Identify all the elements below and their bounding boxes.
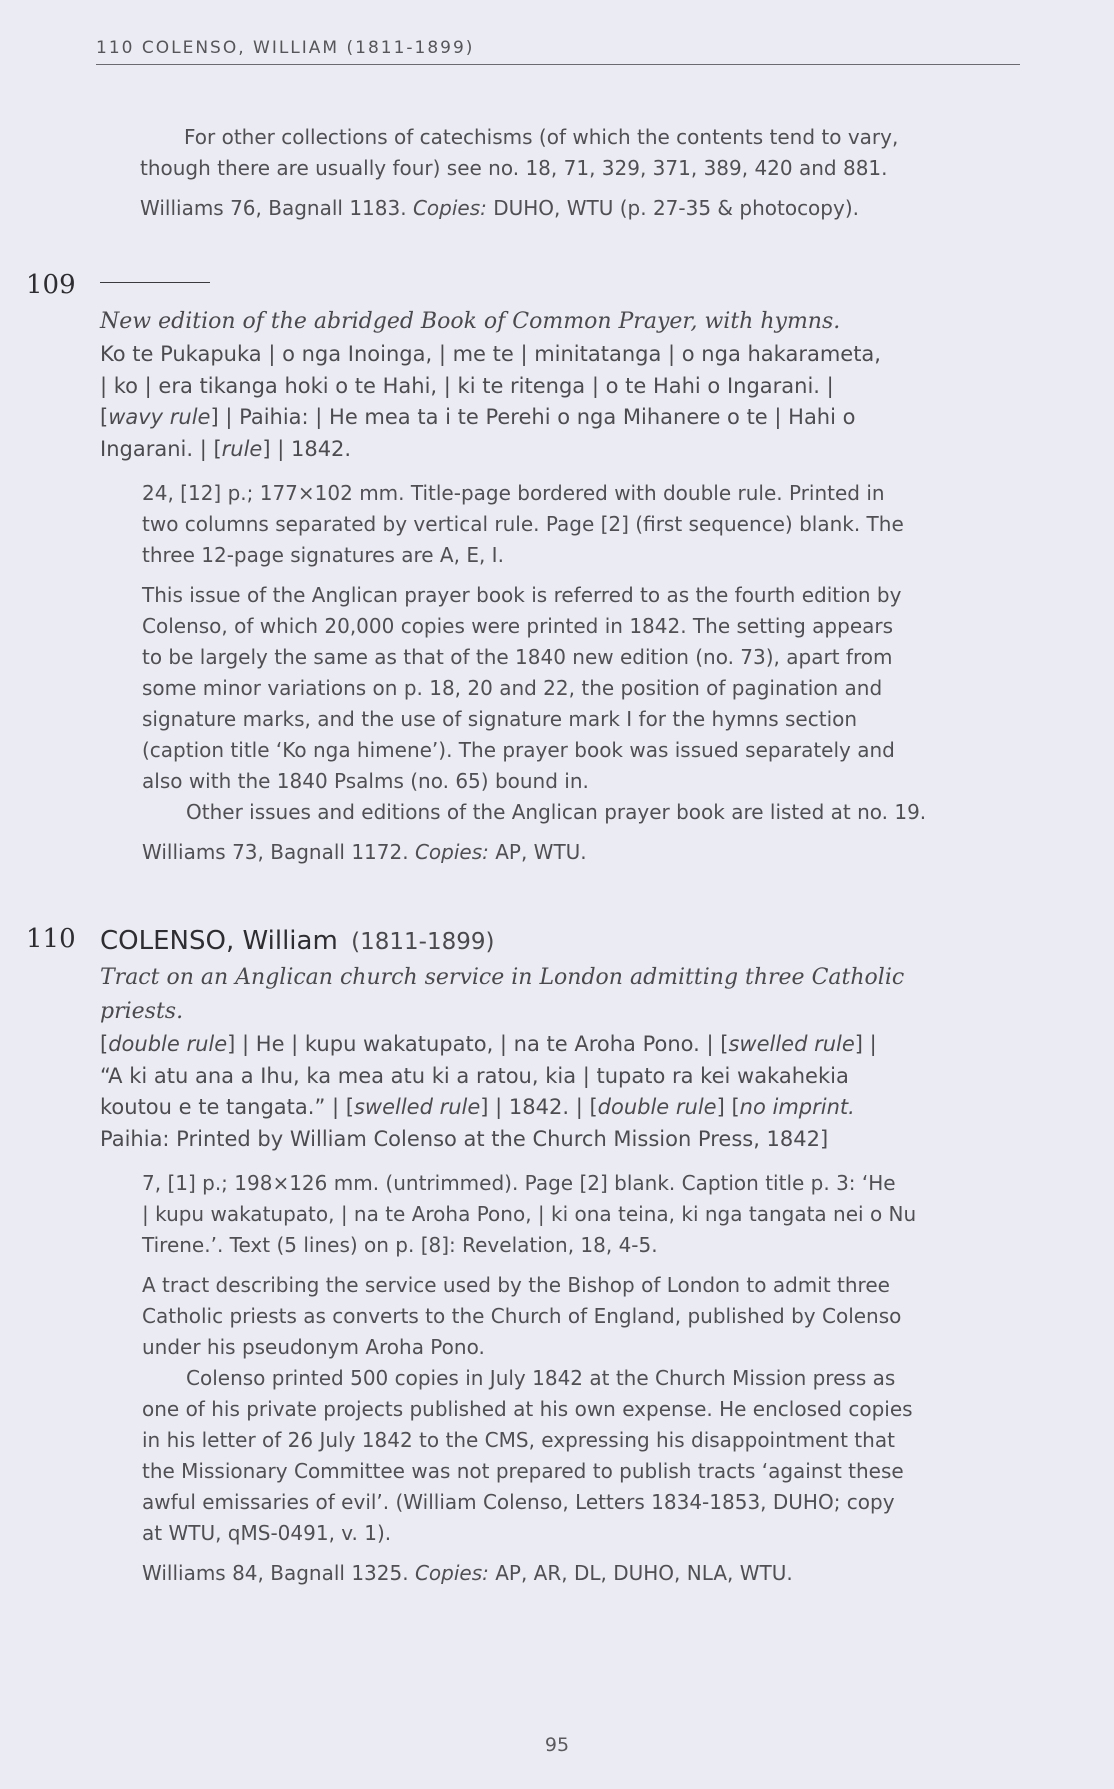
entry-110 [0,922,1114,1589]
collation: three 12-page signatures are A, E, I. [142,543,504,567]
title-page-transcription: Paihia: Printed by William Colenso at the Church Mission Press, 1842] [100,1126,829,1151]
author-dash [100,282,210,283]
title-page-transcription: | ko | era tikanga hoki o te Hahi, | ki te ritenga | o te Hahi o Ingarani. | [100,373,834,398]
title-page-transcription: Ingarani. | [rule] | 1842. [100,436,352,461]
references: Williams 73, Bagnall 1172. Copies: AP, WTU. [142,840,587,864]
entry-heading [100,922,1114,961]
prev-entry-notes [0,122,1114,224]
running-head: 110 COLENSO, WILLIAM (1811-1899) [96,38,1020,65]
collation: two columns separated by vertical rule. Page [2] (first sequence) blank. The [142,512,904,536]
references: Williams 84, Bagnall 1325. Copies: AP, AR, DL, DUHO, NLA, WTU. [142,1561,793,1585]
note-line: Other issues and editions of the Anglican prayer book are listed at no. 19. [186,800,927,824]
note-line: under his pseudonym Aroha Pono. [142,1335,485,1359]
note-line: some minor variations on p. 18, 20 and 22, the position of pagination and [142,676,883,700]
collation: 7, [1] p.; 198×126 mm. (untrimmed). Page [2] blank. Caption title p. 3: ‘He [142,1171,896,1195]
note-line: though there are usually four) see no. 18, 71, 329, 371, 389, 420 and 881. [140,156,888,180]
title-page-transcription: “A ki atu ana a Ihu, ka mea atu ki a ratou, kia | tupato ra kei wakahekia [100,1063,849,1088]
collation: Tirene.’. Text (5 lines) on p. [8]: Revelation, 18, 4-5. [142,1233,658,1257]
note-line: For other collections of catechisms (of which the contents tend to vary, [184,125,899,149]
note-line: to be largely the same as that of the 1840 new edition (no. 73), apart from [142,645,893,669]
author-dates: (1811-1899) [351,929,495,955]
note-line: A tract describing the service used by the Bishop of London to admit three [142,1273,890,1297]
page-number: 95 [544,1734,570,1756]
note-line: in his letter of 26 July 1842 to the CMS, expressing his disappointment that [142,1428,895,1452]
note-line: (caption title ‘Ko nga himene’). The prayer book was issued separately and [142,738,895,762]
title-page-transcription: Ko te Pukapuka | o nga Inoinga, | me te | minitatanga | o nga hakarameta, [100,342,881,366]
author-name: COLENSO, William [100,926,338,956]
entry-109 [0,272,1114,868]
entry-title: priests. [100,999,184,1024]
entry-title: Tract on an Anglican church service in London admitting three Catholic [100,965,905,990]
entry-number: 109 [26,270,76,300]
entry-title: New edition of the abridged Book of Common Prayer, with hymns. [100,309,841,334]
entry-number: 110 [26,924,76,954]
title-page-transcription: [double rule] | He | kupu wakatupato, | na te Aroha Pono. | [swelled rule] | [100,1032,877,1056]
note-line: Catholic priests as converts to the Church of England, published by Colenso [142,1304,902,1328]
note-line: signature marks, and the use of signature mark I for the hymns section [142,707,858,731]
note-line: at WTU, qMS-0491, v. 1). [142,1521,392,1545]
note-line: This issue of the Anglican prayer book is referred to as the fourth edition by [142,583,902,607]
note-line: also with the 1840 Psalms (no. 65) bound in. [142,769,589,793]
title-page-transcription: koutou e te tangata.” | [swelled rule] | 1842. | [double rule] [no imprint. [100,1095,855,1119]
references: Williams 76, Bagnall 1183. Copies: DUHO, WTU (p. 27-35 & photocopy). [140,196,859,220]
note-line: Colenso printed 500 copies in July 1842 at the Church Mission press as [186,1366,896,1390]
note-line: awful emissaries of evil’. (William Colenso, Letters 1834-1853, DUHO; copy [142,1490,895,1514]
note-line: Colenso, of which 20,000 copies were printed in 1842. The setting appears [142,614,894,638]
collation: 24, [12] p.; 177×102 mm. Title-page bordered with double rule. Printed in [142,481,885,505]
title-page-transcription: [wavy rule] | Paihia: | He mea ta i te Perehi o nga Mihanere o te | Hahi o [100,405,856,429]
note-line: one of his private projects published at his own expense. He enclosed copies [142,1397,913,1421]
collation: | kupu wakatupato, | na te Aroha Pono, | ki ona teina, ki nga tangata nei o Nu [142,1202,917,1226]
note-line: the Missionary Committee was not prepared to publish tracts ‘against these [142,1459,904,1483]
